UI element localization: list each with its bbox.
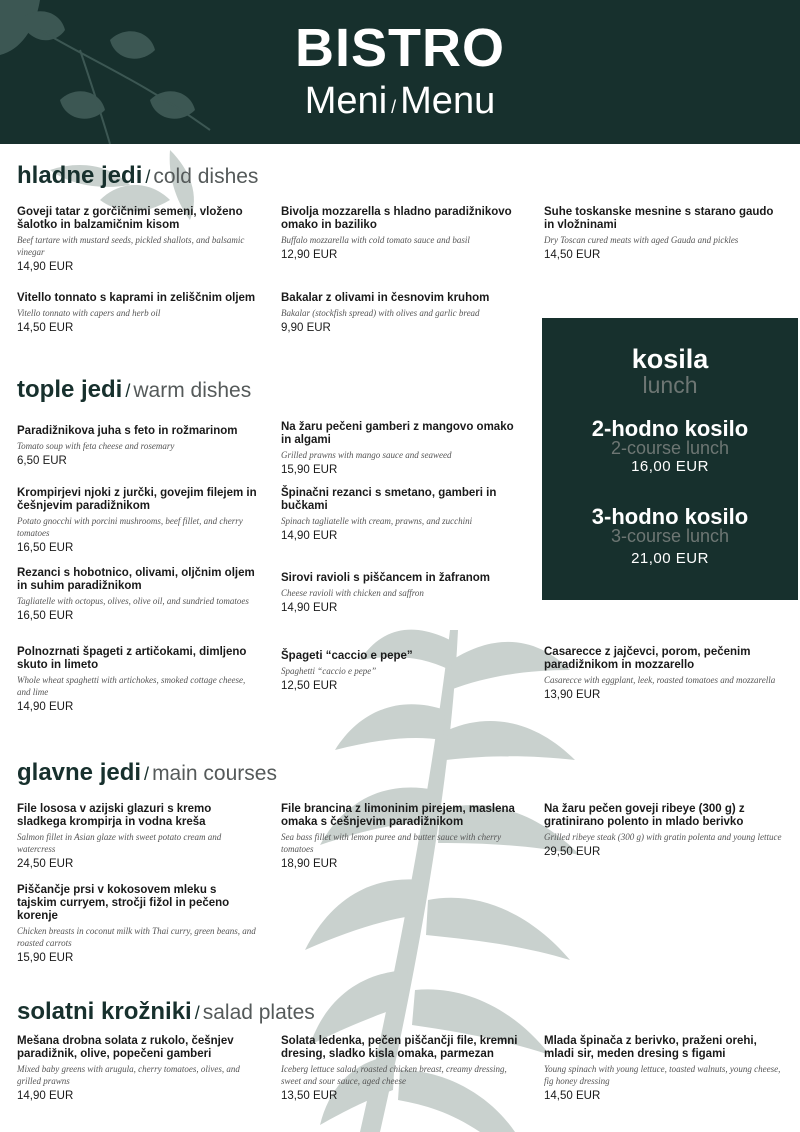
item-desc: Sea bass fillet with lemon puree and butter sauce with cherry tomatoes	[281, 832, 502, 854]
item-desc: Bakalar (stockfish spread) with olives and garlic bread	[281, 308, 480, 318]
item-price: 14,90 EUR	[17, 1090, 74, 1102]
item-price: 29,50 EUR	[544, 846, 601, 858]
menu-item	[281, 292, 521, 335]
menu-item	[17, 803, 257, 871]
item-desc: Casarecce with eggplant, leek, roasted tomatoes and mozzarella	[544, 675, 776, 685]
page-subtitle	[0, 80, 800, 128]
item-price: 18,90 EUR	[281, 858, 338, 870]
section-title-main	[17, 759, 277, 788]
section-title-sl: glavne jedi	[17, 759, 142, 786]
item-name: Mlada špinača z berivko, praženi orehi, mladi sir, meden dresing s figami	[544, 1035, 757, 1060]
section-title-sl: solatni krožniki	[17, 998, 192, 1025]
item-name: Goveji tatar z gorčičnimi semeni, vloženo šalotko in balzamičnim kisom	[17, 206, 243, 231]
section-slash: /	[194, 1003, 200, 1023]
menu-item	[17, 567, 257, 623]
section-title-sl: hladne jedi	[17, 162, 143, 189]
lunch-box	[542, 318, 798, 600]
menu-item	[544, 206, 784, 262]
item-desc: Mixed baby greens with arugula, cherry tomatoes, olives, and grilled prawns	[17, 1064, 240, 1086]
menu-item	[281, 1035, 521, 1103]
menu-item	[17, 646, 257, 714]
item-desc: Potato gnocchi with porcini mushrooms, beef fillet, and cherry tomatoes	[17, 516, 243, 538]
item-desc: Cheese ravioli with chicken and saffron	[281, 588, 424, 598]
menu-item	[281, 803, 521, 871]
item-price: 14,50 EUR	[17, 322, 74, 334]
item-price: 15,90 EUR	[17, 952, 74, 964]
item-price: 12,90 EUR	[281, 249, 338, 261]
item-price: 12,50 EUR	[281, 680, 338, 692]
three-course-title: 3-hodno kosilo	[591, 504, 749, 529]
two-course-en: 2-course lunch	[610, 438, 730, 458]
menu-item	[17, 1035, 257, 1103]
item-name: File lososa v azijski glazuri s kremo sladkega krompirja in vodna kreša	[17, 803, 212, 828]
section-slash: /	[125, 381, 131, 401]
menu-header	[0, 0, 800, 144]
item-desc: Grilled prawns with mango sauce and seaweed	[281, 450, 452, 460]
item-name: Polnozrnati špageti z artičokami, dimljeno skuto in limeto	[17, 646, 247, 671]
item-name: Krompirjevi njoki z jurčki, govejim filejem in češnjevim paradižnikom	[17, 487, 257, 512]
menu-item	[544, 803, 784, 859]
section-title-salad	[17, 998, 315, 1027]
two-course-title: 2-hodno kosilo	[591, 416, 749, 441]
item-price: 16,50 EUR	[17, 542, 74, 554]
item-name: Na žaru pečen goveji ribeye (300 g) z gratinirano polento in mlado berivko	[544, 803, 745, 828]
item-price: 13,50 EUR	[281, 1090, 338, 1102]
item-name: Solata ledenka, pečen piščančji file, kremni dresing, sladko kisla omaka, parmezan	[281, 1035, 518, 1060]
section-title-en: main courses	[152, 762, 277, 785]
item-name: Piščančje prsi v kokosovem mleku s tajskim curryem, stročji fižol in pečeno korenje	[17, 884, 230, 922]
item-price: 14,50 EUR	[544, 1090, 601, 1102]
menu-item	[281, 572, 521, 615]
item-price: 15,90 EUR	[281, 464, 338, 476]
item-name: Casarecce z jajčevci, porom, pečenim paradižnikom in mozzarello	[544, 646, 751, 671]
item-desc: Salmon fillet in Asian glaze with sweet potato cream and watercress	[17, 832, 222, 854]
item-name: Bivolja mozzarella s hladno paradižnikovo omako in baziliko	[281, 206, 512, 231]
item-desc: Chicken breasts in coconut milk with Thai curry, green beans, and roasted carrots	[17, 926, 256, 948]
item-price: 14,90 EUR	[17, 261, 74, 273]
item-price: 9,90 EUR	[281, 322, 331, 334]
lunch-title: kosila	[631, 344, 709, 374]
section-title-en: warm dishes	[133, 379, 252, 402]
item-desc: Grilled ribeye steak (300 g) with gratin polenta and young lettuce	[544, 832, 782, 842]
item-name: Vitello tonnato s kaprami in zeliščnim oljem	[17, 292, 256, 304]
subtitle-en: Menu	[400, 80, 496, 122]
item-desc: Beef tartare with mustard seeds, pickled shallots, and balsamic vinegar	[17, 235, 245, 257]
section-title-warm	[17, 376, 251, 405]
menu-item	[281, 421, 521, 477]
menu-item	[17, 292, 257, 335]
item-desc: Whole wheat spaghetti with artichokes, smoked cottage cheese, and lime	[17, 675, 246, 697]
item-desc: Dry Toscan cured meats with aged Gauda and pickles	[544, 235, 739, 245]
section-slash: /	[145, 167, 151, 187]
three-course-en: 3-course lunch	[610, 526, 730, 546]
item-price: 14,90 EUR	[281, 530, 338, 542]
section-title-cold	[17, 162, 258, 191]
item-desc: Young spinach with young lettuce, toasted walnuts, young cheese, fig honey dressing	[544, 1064, 781, 1086]
item-price: 13,90 EUR	[544, 689, 601, 701]
item-price: 24,50 EUR	[17, 858, 74, 870]
item-name: Paradižnikova juha s feto in rožmarinom	[17, 425, 238, 437]
menu-item	[17, 884, 257, 965]
item-desc: Buffalo mozzarella with cold tomato sauce and basil	[281, 235, 470, 245]
menu-item	[17, 425, 257, 468]
item-name: Špageti “caccio e pepe”	[281, 650, 413, 662]
item-name: Suhe toskanske mesnine s starano gaudo in vložninami	[544, 206, 774, 231]
two-course-price: 16,00 EUR	[631, 458, 709, 475]
menu-item	[281, 206, 521, 262]
item-name: Na žaru pečeni gamberi z mangovo omako in algami	[281, 421, 514, 446]
item-desc: Vitello tonnato with capers and herb oil	[17, 308, 161, 318]
item-desc: Tagliatelle with octopus, olives, olive oil, and sundried tomatoes	[17, 596, 249, 606]
item-price: 6,50 EUR	[17, 455, 67, 467]
section-title-en: cold dishes	[153, 165, 259, 188]
subtitle-slash: /	[391, 97, 397, 117]
menu-item	[17, 487, 257, 555]
item-desc: Spaghetti “caccio e pepe”	[281, 666, 377, 676]
item-price: 16,50 EUR	[17, 610, 74, 622]
menu-item	[544, 1035, 784, 1103]
item-price: 14,50 EUR	[544, 249, 601, 261]
item-desc: Spinach tagliatelle with cream, prawns, and zucchini	[281, 516, 473, 526]
section-title-en: salad plates	[202, 1001, 315, 1024]
section-slash: /	[144, 764, 150, 784]
item-name: Mešana drobna solata z rukolo, češnjev paradižnik, olive, popečeni gamberi	[17, 1035, 234, 1060]
item-name: Bakalar z olivami in česnovim kruhom	[281, 292, 490, 304]
item-price: 14,90 EUR	[281, 602, 338, 614]
item-name: File brancina z limoninim pirejem, maslena omaka s češnjevim paradižnikom	[281, 803, 515, 828]
item-price: 14,90 EUR	[17, 701, 74, 713]
item-desc: Tomato soup with feta cheese and rosemary	[17, 441, 175, 451]
menu-item	[281, 487, 521, 543]
menu-item	[17, 206, 257, 274]
menu-item	[281, 650, 521, 693]
three-course-price: 21,00 EUR	[631, 550, 709, 567]
lunch-title-en: lunch	[642, 372, 698, 398]
page-title: BISTRO	[294, 18, 505, 78]
section-title-sl: tople jedi	[17, 376, 123, 403]
item-name: Rezanci s hobotnico, olivami, oljčnim oljem in suhim paradižnikom	[17, 567, 255, 592]
item-name: Sirovi ravioli s piščancem in žafranom	[281, 572, 490, 584]
menu-item	[544, 646, 784, 702]
item-name: Špinačni rezanci s smetano, gamberi in bučkami	[281, 487, 497, 512]
subtitle-sl: Meni	[304, 80, 388, 122]
item-desc: Iceberg lettuce salad, roasted chicken breast, creamy dressing, sweet and sour sauce, aged cheese	[281, 1064, 507, 1086]
